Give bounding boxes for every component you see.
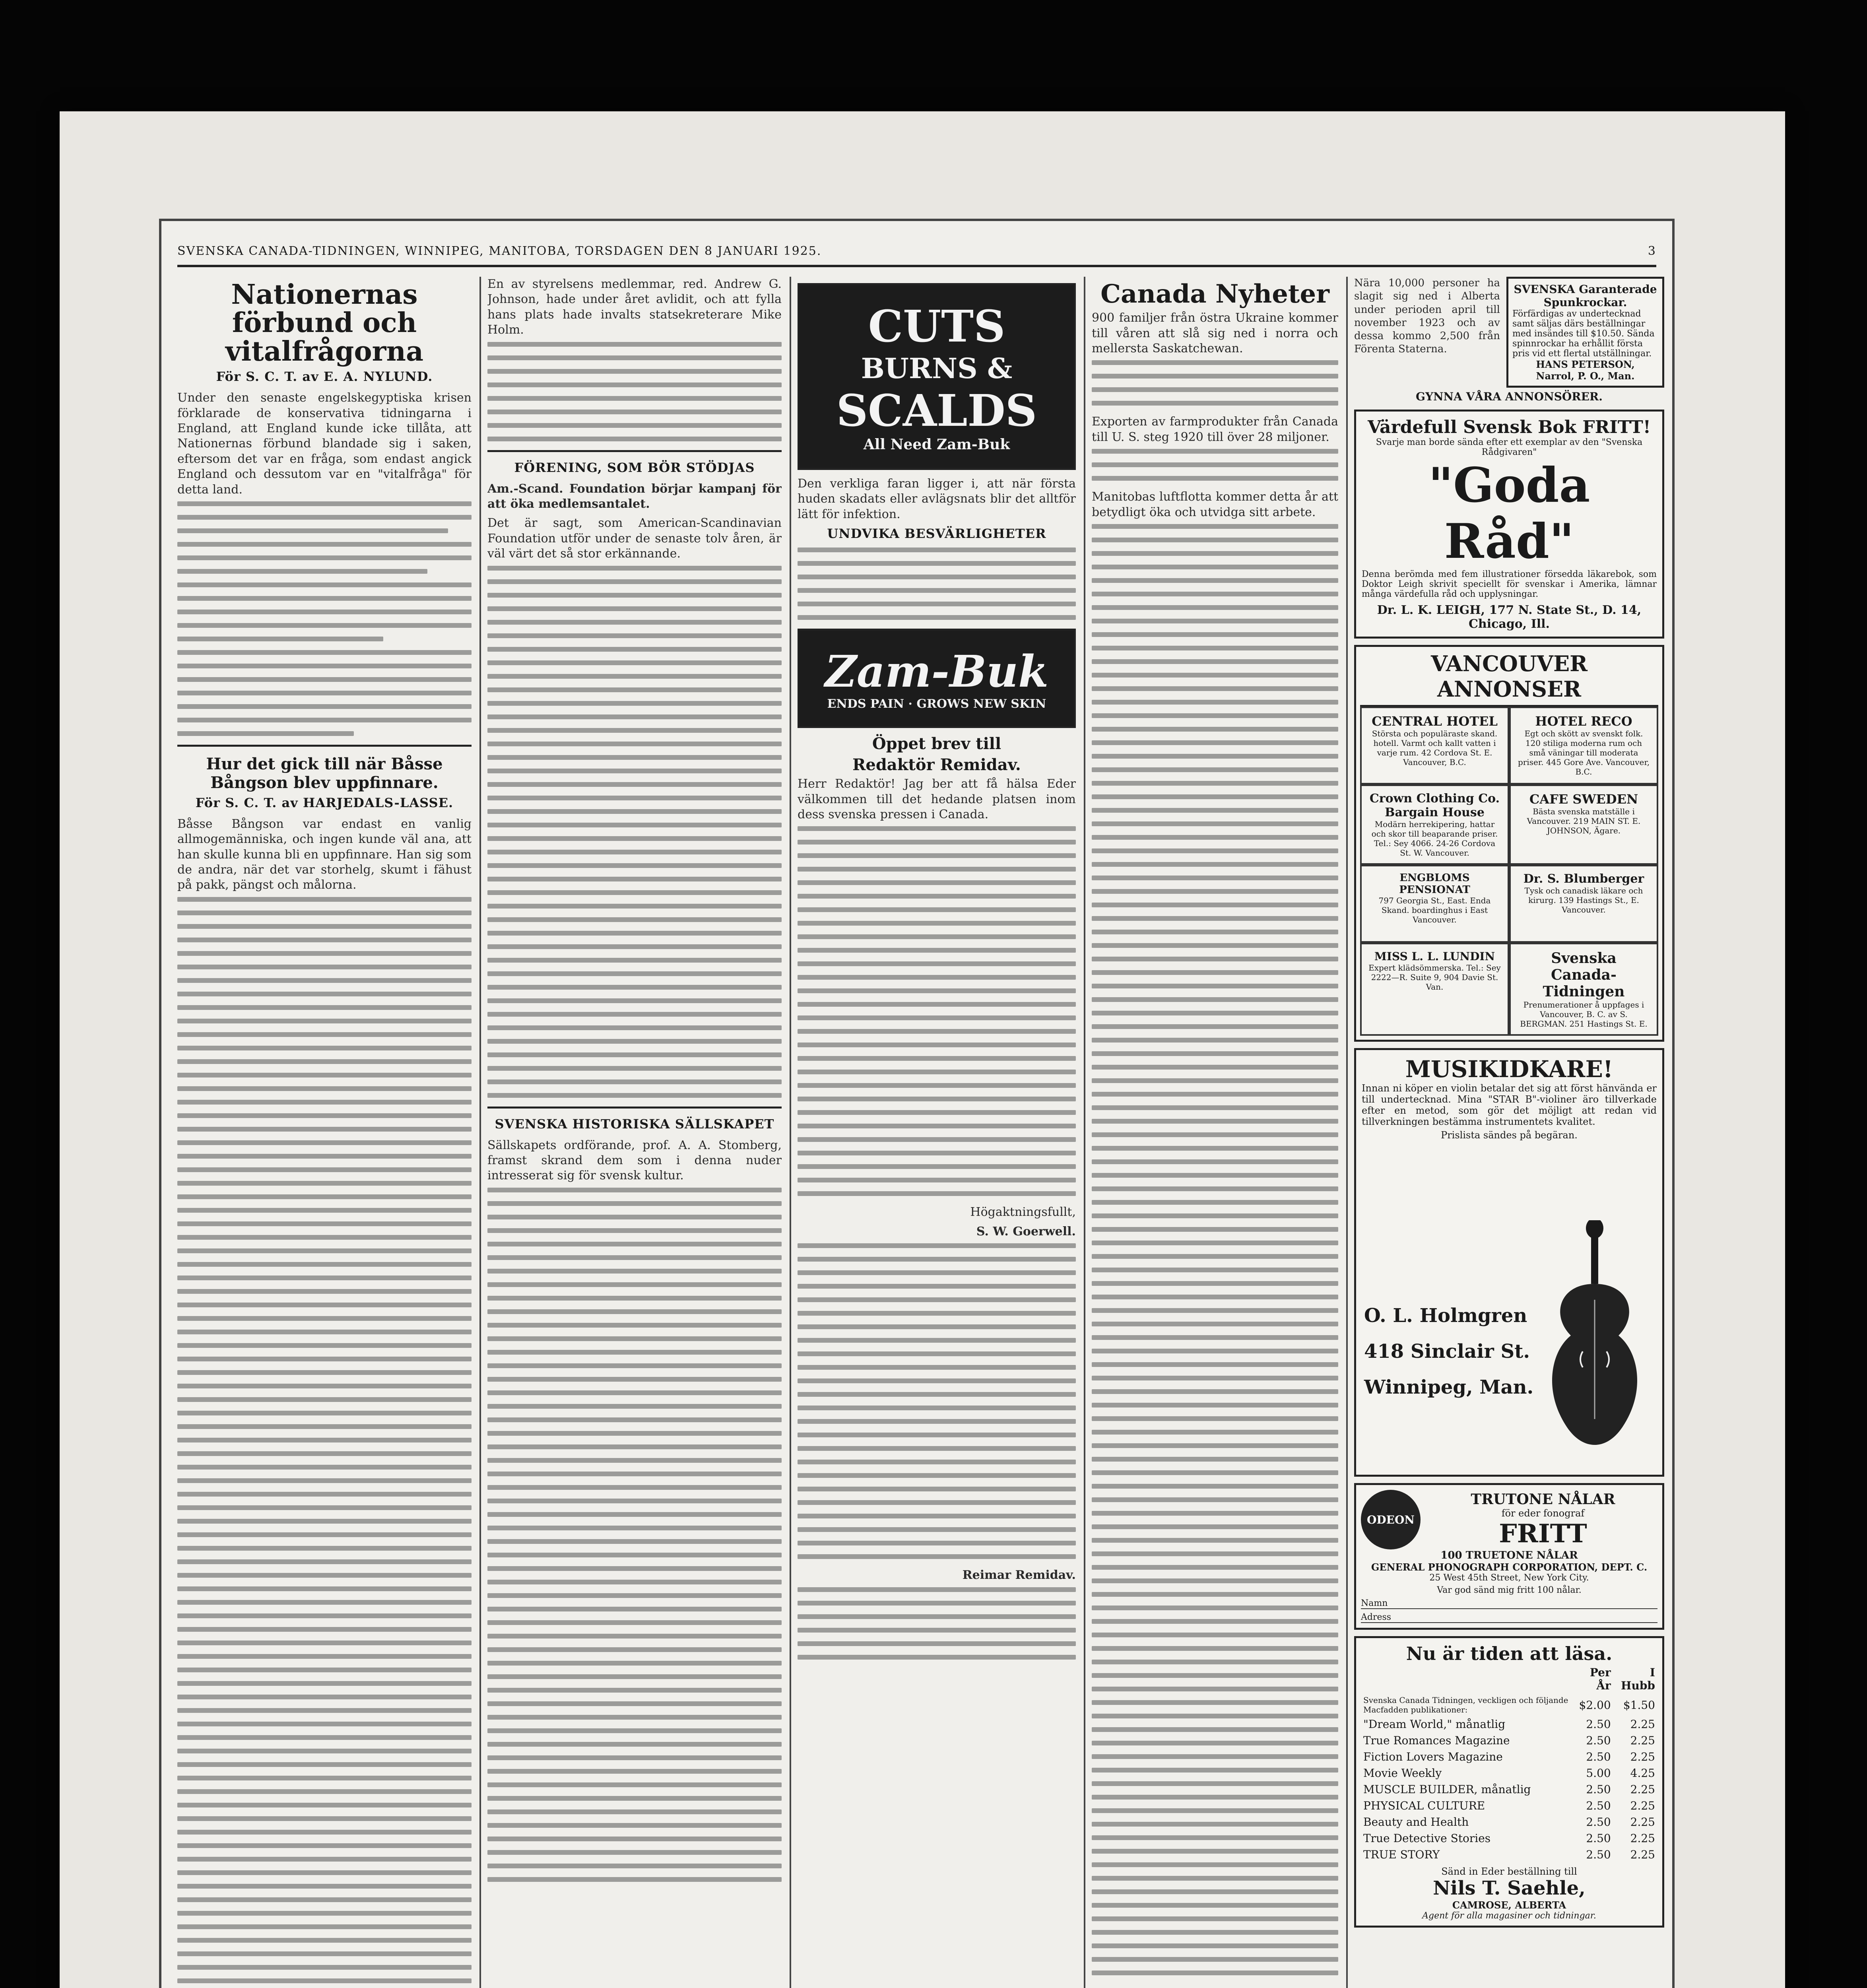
dr-title: Dr. S. Blumberger [1523, 872, 1644, 886]
row-hubb: 4.25 [1630, 1767, 1655, 1780]
row-per: 5.00 [1586, 1767, 1611, 1780]
row-name: "Dream World," månatlig [1363, 1718, 1506, 1731]
table-row [1361, 1814, 1657, 1830]
lundin-body: Expert klädsömmerska. Tel.: Sey 2222—R. Suite 9, 904 Davie St. Van. [1368, 963, 1501, 992]
hotel-reco-title: HOTEL RECO [1535, 714, 1632, 729]
truetone-adress: Adress [1361, 1612, 1657, 1623]
dr-body: Tysk och canadisk läkare och kirurg. 139 Hastings St., E. Vancouver. [1524, 886, 1643, 914]
central-hotel-body: Största och populäraste skand. hotell. Varmt och kallt vatten i varje rum. 42 Cordova St. E. Vancouver, B.C. [1372, 729, 1498, 767]
magazine-price-table [1361, 1664, 1657, 1863]
article-paragraph: Det är sagt, som American-Scandinavian Foundation utför under de senaste tolv åren, är väl värt det så stor erkännande. [487, 516, 782, 561]
section-title-2: SVENSKA HISTORISKA SÄLLSKAPET [495, 1116, 774, 1132]
truetone-form: Var god sänd mig fritt 100 nålar. [1437, 1585, 1582, 1595]
row-name: True Detective Stories [1363, 1832, 1491, 1845]
row-hubb: $1.50 [1623, 1698, 1655, 1712]
column-rule [1346, 277, 1348, 1988]
newspaper-page [159, 219, 1675, 1988]
column-2 [487, 277, 782, 1988]
holmgren-addr-2: Winnipeg, Man. [1364, 1376, 1534, 1398]
row-per: $2.00 [1579, 1698, 1611, 1712]
engblom-pension-ad [1360, 865, 1509, 943]
row-name: True Romances Magazine [1363, 1734, 1510, 1747]
table-row [1361, 1830, 1657, 1846]
article-paragraph-2: Båsse Bångson var endast en vanlig allmogemänniska, och ingen kunde väl ana, att han skulle kunna bli en uppfinnare. Han sig som de andra, när det var storhelg, skumt i fähust på pakk, pängst och målorna. [177, 817, 472, 892]
row-hubb: 2.25 [1630, 1750, 1655, 1763]
article-byline: För S. C. T. av E. A. NYLUND. [216, 369, 433, 384]
truetone-namn: Namn [1361, 1598, 1657, 1609]
truetone-company: GENERAL PHONOGRAPH CORPORATION, DEPT. C. [1371, 1561, 1648, 1573]
spinnrock-ad [1506, 277, 1664, 388]
row-hubb: 2.25 [1630, 1799, 1655, 1812]
article-text-block-2 [177, 897, 472, 1988]
crown-clothing-ad [1360, 784, 1509, 865]
svenska-body: Prenumerationer å uppfages i Vancouver, B. C. av S. BERGMAN. 251 Hastings St. E. [1520, 1000, 1648, 1029]
book-title: "Goda Råd" [1428, 457, 1590, 569]
letter-sign-2: S. W. Goerwell. [976, 1224, 1076, 1239]
news-headline: Canada Nyheter [1100, 279, 1329, 309]
article-paragraph: En av styrelsens medlemmar, red. Andrew G. Johnson, hade under året avlidit, och att fylla hans plats hade invalts statsekreterare Mike Holm. [487, 277, 782, 337]
vancouver-title: VANCOUVER ANNONSER [1360, 651, 1658, 707]
zam-buk-logo-ad [798, 629, 1076, 728]
row-name: Beauty and Health [1363, 1815, 1469, 1829]
article-headline-2: Hur det gick till när Båsse Bångson blev uppfinnare. [206, 754, 443, 792]
dr-blumberger-ad [1509, 865, 1658, 943]
article-text-block [798, 826, 1076, 1196]
col-hubb: I Hubb [1621, 1666, 1655, 1692]
truetone-ad [1354, 1483, 1664, 1630]
letter-title-2: Redaktör Remidav. [852, 755, 1021, 775]
row-name: MUSCLE BUILDER, månatlig [1363, 1783, 1531, 1796]
spinnrock-title: SVENSKA Garanterade Spunkrockar. [1514, 283, 1657, 309]
ad-line-burns: BURNS & [861, 351, 1013, 385]
article-text-block [487, 1188, 782, 1882]
crown-clothing-body: Modärn herrekipering, hattar och skor till beaparande priser. Tel.: Sey 4066. 24-26 Cordova St. W. Vancouver. [1371, 819, 1498, 858]
ad-line-scalds: SCALDS [836, 384, 1037, 436]
masthead-title: SVENSKA CANADA-TIDNINGEN, WINNIPEG, MANITOBA, TORSDAGEN DEN 8 JANUARI 1925. [177, 244, 822, 258]
column-4 [1092, 277, 1338, 1988]
central-hotel-title: CENTRAL HOTEL [1372, 714, 1498, 729]
row-per: 2.50 [1586, 1799, 1611, 1812]
music-title: MUSIKIDKARE! [1405, 1056, 1613, 1083]
column-3 [798, 277, 1076, 1988]
truetone-fritt: FRITT [1499, 1518, 1587, 1549]
music-price: Prislista sändes på begäran. [1441, 1130, 1578, 1141]
svenska-canada-ad [1509, 943, 1658, 1036]
row-hubb: 2.25 [1630, 1815, 1655, 1829]
lasa-footer: Sänd in Eder beställning till [1441, 1866, 1577, 1877]
lundin-title: MISS L. L. LUNDIN [1374, 950, 1495, 963]
goda-rad-ad [1354, 410, 1664, 639]
central-hotel-ad [1360, 707, 1509, 784]
zam-buk-cuts-ad [798, 283, 1076, 470]
holmgren-addr-1: 418 Sinclair St. [1364, 1340, 1530, 1363]
letter-sign-1: Högaktningsfullt, [970, 1205, 1076, 1219]
spinnrock-addr: Narrol, P. O., Man. [1536, 370, 1635, 382]
article-paragraph: Sällskapets ordförande, prof. A. A. Stomberg, framst skrand dem som i denna nuder intresserat sig för svensk kultur. [487, 1138, 782, 1183]
article-text-block [798, 1243, 1076, 1559]
row-name: Movie Weekly [1363, 1767, 1442, 1780]
row-per: 2.50 [1586, 1832, 1611, 1845]
section-title: FÖRENING, SOM BÖR STÖDJAS [514, 460, 755, 475]
crown-clothing-title: Crown Clothing Co. Bargain House [1369, 792, 1500, 819]
saehle-name: Nils T. Saehle, [1433, 1877, 1586, 1899]
table-row [1361, 1749, 1657, 1765]
lasa-ad [1354, 1636, 1664, 1928]
musikidkare-ad [1354, 1048, 1664, 1477]
letter-title: Öppet brev till [872, 734, 1001, 753]
section-subtitle: Am.-Scand. Foundation börjar kampanj för att öka medlemsantalet. [487, 481, 782, 511]
column-5-ads [1354, 277, 1664, 1988]
zam-buk-tag: ENDS PAIN · GROWS NEW SKIN [827, 697, 1046, 711]
column-rule [1084, 277, 1085, 1988]
pension-body: 797 Georgia St., East. Enda Skand. boardinghus i East Vancouver. [1378, 896, 1491, 924]
book-sub: Svarje man borde sända efter ett exemplar av den "Svenska Rådgivaren" [1376, 437, 1643, 457]
row-name: TRUE STORY [1363, 1848, 1440, 1861]
truetone-sub: för eder fonograf [1501, 1507, 1585, 1519]
col-per-ar: Per År [1589, 1666, 1611, 1692]
book-addr: Dr. L. K. LEIGH, 177 N. State St., D. 14, Chicago, Ill. [1377, 603, 1642, 631]
article-paragraph: Manitobas luftflotta kommer detta år att betydligt öka och utvidga sitt arbete. [1092, 490, 1338, 519]
hotel-reco-body: Egt och skött av svenskt folk. 120 stiliga moderna rum och små väningar till moderata priser. 445 Gore Ave. Vancouver, B.C. [1518, 729, 1650, 777]
letter-sign-3: Reimar Remidav. [962, 1568, 1076, 1582]
gynna-notice: GYNNA VÅRA ANNONSÖRER. [1416, 390, 1603, 403]
table-header [1361, 1664, 1657, 1694]
row-per: 2.50 [1586, 1783, 1611, 1796]
row-hubb: 2.25 [1630, 1832, 1655, 1845]
zam-buk-brand: Zam-Buk [825, 646, 1049, 697]
table-row [1361, 1798, 1657, 1814]
ad-subtitle: UNDVIKA BESVÄRLIGHETER [827, 526, 1046, 542]
row-per: 2.50 [1586, 1750, 1611, 1763]
table-row [1361, 1732, 1657, 1749]
cafe-sweden-title: CAFE SWEDEN [1529, 792, 1638, 807]
holmgren-name: O. L. Holmgren [1364, 1305, 1527, 1327]
article-paragraph: Den verkliga faran ligger i, att när första huden skadats eller avlägsnats blir det alltför lätt för infektion. [798, 477, 1076, 521]
row-hubb: 2.25 [1630, 1848, 1655, 1861]
truetone-title: TRUTONE NÅLAR [1471, 1491, 1615, 1508]
table-row [1361, 1694, 1657, 1716]
truetone-addr: 25 West 45th Street, New York City. [1429, 1573, 1589, 1583]
row-name: PHYSICAL CULTURE [1363, 1799, 1485, 1812]
ad-line-cuts: CUTS [868, 300, 1005, 352]
article-paragraph: Exporten av farmprodukter från Canada till U. S. steg 1920 till över 28 miljoner. [1092, 415, 1338, 444]
column-rule [790, 277, 791, 1988]
spinnrock-name: HANS PETERSON, [1536, 359, 1635, 370]
row-hubb: 2.25 [1630, 1783, 1655, 1796]
table-row [1361, 1716, 1657, 1732]
row-hubb: 2.25 [1630, 1718, 1655, 1731]
row-name: Svenska Canada Tidningen, veckligen och följande Macfadden publikationer: [1363, 1695, 1568, 1714]
odeon-logo: ODEON [1361, 1490, 1421, 1549]
table-row [1361, 1846, 1657, 1863]
lasa-title: Nu är tiden att läsa. [1406, 1643, 1613, 1664]
music-body: Innan ni köper en violin betalar det sig att först hänvända er till undertecknad. Mina "STAR B"-violiner äro tillverkade efter en metod, som gör det möjligt att redan vid tillverkningen bestämma instrumentets kvalitet. [1362, 1083, 1657, 1127]
ad-tagline: All Need Zam-Buk [863, 436, 1010, 453]
news-item: Nära 10,000 personer ha slagit sig ned i Alberta under perioden april till november 1923 och av dessa kommo 2,500 från Förenta Staterna. [1354, 277, 1500, 355]
column-1 [177, 277, 472, 1988]
article-text-block [1092, 449, 1338, 481]
page-number: 3 [1648, 244, 1656, 258]
hotel-reco-ad [1509, 707, 1658, 784]
article-text-block [1092, 524, 1338, 1975]
article-text-block [177, 501, 472, 736]
article-text-block [798, 1587, 1076, 1660]
table-row [1361, 1765, 1657, 1781]
violin-icon [1535, 1220, 1654, 1459]
row-hubb: 2.25 [1630, 1734, 1655, 1747]
vancouver-ads [1354, 645, 1664, 1042]
pension-title: ENGBLOMS PENSIONAT [1399, 872, 1470, 896]
truetone-100: 100 TRUETONE NÅLAR [1440, 1549, 1578, 1561]
row-name: Fiction Lovers Magazine [1363, 1750, 1503, 1763]
row-per: 2.50 [1586, 1848, 1611, 1861]
article-text-block [487, 566, 782, 1098]
article-text-block [798, 547, 1076, 620]
article-paragraph: Herr Redaktör! Jag ber att få hälsa Eder välkommen till det hedande platsen inom dess svenska pressen i Canada. [798, 777, 1076, 821]
cafe-sweden-body: Bästa svenska matställe i Vancouver. 219 MAIN ST. E. JOHNSON, Ägare. [1527, 807, 1641, 835]
article-text-block [1092, 360, 1338, 406]
article-paragraph: Under den senaste engelskegyptiska krisen förklarade de konservativa tidningarna i England, att England kunde icke tillåta, att Nationernas förbund blandade sig i saken, eftersom det var en fråga, som endast angick England och dessutom var en "vitalfråga" för detta land. [177, 391, 472, 497]
saehle-sub: Agent för alla magasiner och tidningar. [1422, 1911, 1596, 1921]
svenska-title: Svenska Canada-Tidningen [1543, 950, 1625, 1000]
row-per: 2.50 [1586, 1734, 1611, 1747]
article-headline: Nationernas förbund och vitalfrågorna [225, 279, 423, 367]
book-body: Denna berömda med fem illustrationer försedda läkarebok, som Doktor Leigh skrivit speciellt för svenskar i Amerika, lämnar många värdefulla råd och upplysningar. [1362, 569, 1657, 599]
row-per: 2.50 [1586, 1718, 1611, 1731]
cafe-sweden-ad [1509, 784, 1658, 865]
table-row [1361, 1781, 1657, 1798]
spinnrock-body: Förfärdigas av undertecknad samt säljas därs beställningar med insändes till $10.50. Sända spinnrockar ha erhållit första pris vid ett flertal utställningar. [1512, 309, 1655, 359]
article-byline-2: För S. C. T. av HARJEDALS-LASSE. [195, 795, 454, 810]
column-rule [479, 277, 481, 1988]
article-text-block [487, 342, 782, 441]
book-head: Värdefull Svensk Bok FRITT! [1367, 417, 1651, 437]
article-paragraph: 900 familjer från östra Ukraine kommer till våren att slå sig ned i norra och mellersta Saskatchewan. [1092, 311, 1338, 355]
row-per: 2.50 [1586, 1815, 1611, 1829]
masthead [177, 237, 1656, 267]
newspaper-sheet [60, 111, 1785, 1988]
lundin-ad [1360, 943, 1509, 1036]
saehle-addr: CAMROSE, ALBERTA [1452, 1899, 1566, 1911]
